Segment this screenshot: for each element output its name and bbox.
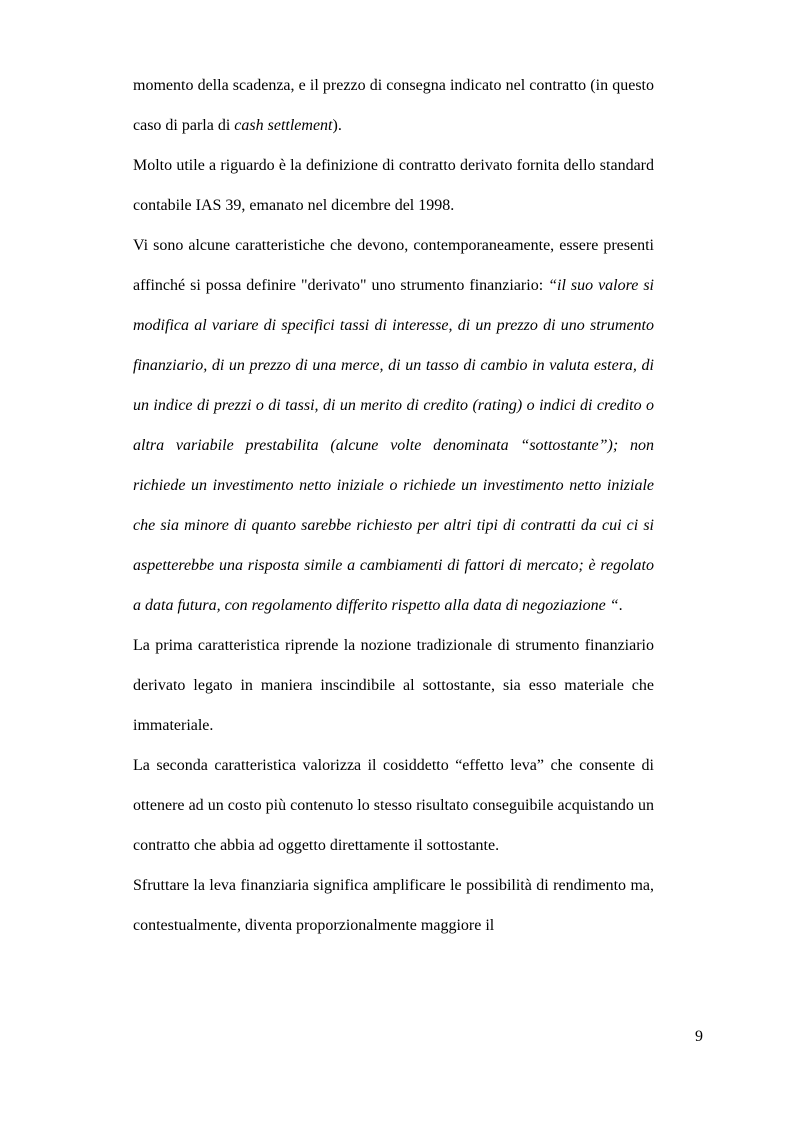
cash-settlement-term: cash settlement [234, 117, 333, 134]
paragraph-3-text: Vi sono alcune caratteristiche che devono, contemporaneamente, essere presenti affinché si possa definire "derivato" uno strumento finanziario: [133, 237, 654, 294]
paragraph-derivative-definition [133, 226, 654, 626]
paragraph-leverage: Sfruttare la leva finanziaria significa amplificare le possibilità di rendimento ma, contestualmente, diventa proporzionalmente maggiore il [133, 877, 654, 934]
paragraph-1-text: momento della scadenza, e il prezzo di consegna indicato nel contratto (in questo caso di parla di [133, 77, 654, 134]
paragraph-cash-settlement [133, 66, 654, 146]
paragraph-first-characteristic: La prima caratteristica riprende la nozione tradizionale di strumento finanziario derivato legato in maniera inscindibile al sottostante, sia esso materiale che immateriale. [133, 637, 654, 734]
paragraph-3-end: . [618, 597, 623, 614]
page-number: 9 [695, 1028, 703, 1045]
paragraph-second-characteristic: La seconda caratteristica valorizza il cosiddetto “effetto leva” che consente di ottenere ad un costo più contenuto lo stesso risultato conseguibile acquistando un contratto che abbia ad oggetto direttamente il sottostante. [133, 757, 654, 854]
ias39-quote: “il suo valore si modifica al variare di specifici tassi di interesse, di un prezzo di uno strumento finanziario, di un prezzo di una merce, di un tasso di cambio in valuta estera, di un indice di prezzi o di tassi, di un merito di credito (rating) o indici di credito o altra variabile prestabilita (alcune volte denominata “sottostante”); non richiede un investimento netto iniziale o richiede un investimento netto iniziale che sia minore di quanto sarebbe richiesto per altri tipi di contratti da cui ci si aspetterebbe una risposta simile a cambiamenti di fattori di mercato; è regolato a data futura, con regolamento differito rispetto alla data di negoziazione “ [133, 277, 655, 614]
paragraph-ias39: Molto utile a riguardo è la definizione di contratto derivato fornita dello standard contabile IAS 39, emanato nel dicembre del 1998. [133, 157, 654, 214]
body-text [133, 66, 654, 946]
paragraph-1-end: ). [332, 117, 342, 134]
